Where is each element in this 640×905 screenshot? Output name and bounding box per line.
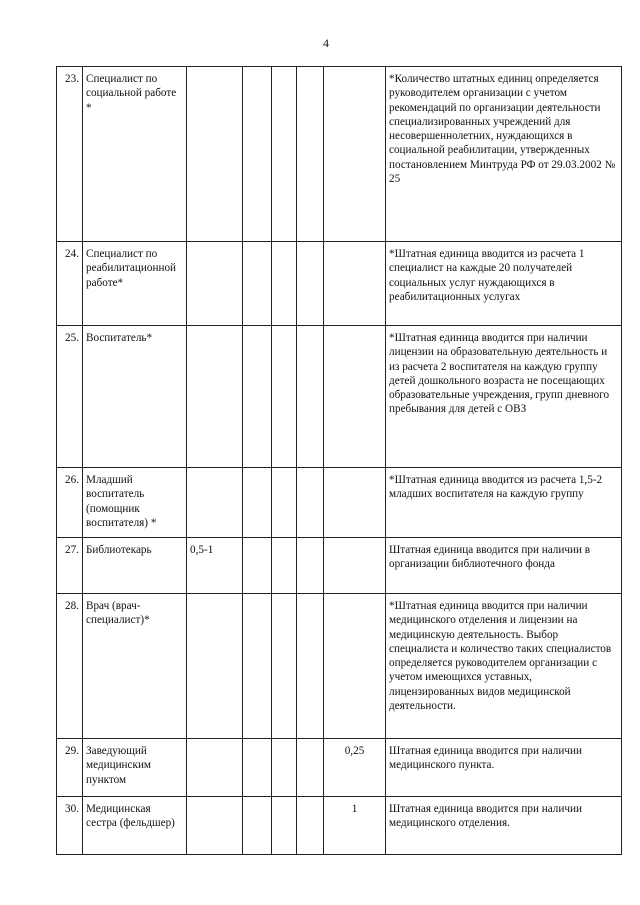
- empty-cell: [272, 242, 297, 326]
- empty-cell: [243, 739, 272, 797]
- position-name: Специалист по реабилитационной работе*: [83, 242, 187, 326]
- empty-cell: [272, 594, 297, 739]
- row-number: 29.: [57, 739, 83, 797]
- empty-cell: [297, 67, 324, 242]
- staff-count: [187, 468, 243, 538]
- position-name: Врач (врач-специалист)*: [83, 594, 187, 739]
- row-number: 28.: [57, 594, 83, 739]
- table-row: [57, 538, 622, 594]
- staff-count: [324, 594, 386, 739]
- position-name: Младший воспитатель (помощник воспитателя) *: [83, 468, 187, 538]
- empty-cell: [243, 538, 272, 594]
- position-name: Специалист по социальной работе *: [83, 67, 187, 242]
- staff-count: 0,25: [324, 739, 386, 797]
- staff-count: [324, 468, 386, 538]
- staff-count: 0,5-1: [187, 538, 243, 594]
- table-row: [57, 242, 622, 326]
- staff-count: [324, 538, 386, 594]
- empty-cell: [297, 797, 324, 855]
- table-row: [57, 739, 622, 797]
- note: *Штатная единица вводится из расчета 1 специалист на каждые 20 получателей социальных услуг нуждающихся в реабилитационных услугах: [386, 242, 622, 326]
- empty-cell: [297, 538, 324, 594]
- empty-cell: [243, 797, 272, 855]
- empty-cell: [243, 326, 272, 468]
- empty-cell: [272, 538, 297, 594]
- position-name: Заведующий медицинским пунктом: [83, 739, 187, 797]
- note: *Штатная единица вводится из расчета 1,5-2 младших воспитателя на каждую группу: [386, 468, 622, 538]
- table-row: [57, 594, 622, 739]
- staff-count: [187, 797, 243, 855]
- empty-cell: [272, 739, 297, 797]
- staff-count: [324, 242, 386, 326]
- note: Штатная единица вводится при наличии медицинского пункта.: [386, 739, 622, 797]
- staff-count: [187, 594, 243, 739]
- empty-cell: [297, 468, 324, 538]
- table-row: [57, 468, 622, 538]
- empty-cell: [272, 468, 297, 538]
- row-number: 23.: [57, 67, 83, 242]
- empty-cell: [272, 797, 297, 855]
- empty-cell: [272, 326, 297, 468]
- staff-count: [324, 67, 386, 242]
- note: *Штатная единица вводится при наличии медицинского отделения и лицензии на медицинскую деятельность. Выбор специалиста и количество таких специалистов определяется руководителем организации с учетом имеющихся уставных, лицензированных видов медицинской деятельности.: [386, 594, 622, 739]
- row-number: 30.: [57, 797, 83, 855]
- position-name: Воспитатель*: [83, 326, 187, 468]
- row-number: 24.: [57, 242, 83, 326]
- empty-cell: [297, 739, 324, 797]
- table-row: [57, 67, 622, 242]
- staff-count: 1: [324, 797, 386, 855]
- page-number: 4: [323, 36, 329, 50]
- note: Штатная единица вводится при наличии в организации библиотечного фонда: [386, 538, 622, 594]
- staff-count: [187, 67, 243, 242]
- position-name: Медицинская сестра (фельдшер): [83, 797, 187, 855]
- note: *Количество штатных единиц определяется руководителем организации с учетом рекомендаций по организации деятельности специализированных учреждений для несовершеннолетних, нуждающихся в социальной реабилитации, утвержденных постановлением Минтруда РФ от 29.03.2002 № 25: [386, 67, 622, 242]
- staff-count: [187, 739, 243, 797]
- empty-cell: [272, 67, 297, 242]
- empty-cell: [243, 67, 272, 242]
- empty-cell: [297, 242, 324, 326]
- row-number: 26.: [57, 468, 83, 538]
- staff-count: [187, 242, 243, 326]
- staff-table: [56, 66, 622, 855]
- table-row: [57, 797, 622, 855]
- staff-count: [187, 326, 243, 468]
- note: *Штатная единица вводится при наличии лицензии на образовательную деятельность и из расчета 2 воспитателя на каждую группу детей дошкольного возраста не посещающих образовательные учреждения, групп дневного пребывания для детей с ОВЗ: [386, 326, 622, 468]
- table-row: [57, 326, 622, 468]
- empty-cell: [243, 594, 272, 739]
- empty-cell: [243, 468, 272, 538]
- position-name: Библиотекарь: [83, 538, 187, 594]
- note: Штатная единица вводится при наличии медицинского отделения.: [386, 797, 622, 855]
- empty-cell: [297, 594, 324, 739]
- empty-cell: [297, 326, 324, 468]
- row-number: 25.: [57, 326, 83, 468]
- staff-count: [324, 326, 386, 468]
- row-number: 27.: [57, 538, 83, 594]
- empty-cell: [243, 242, 272, 326]
